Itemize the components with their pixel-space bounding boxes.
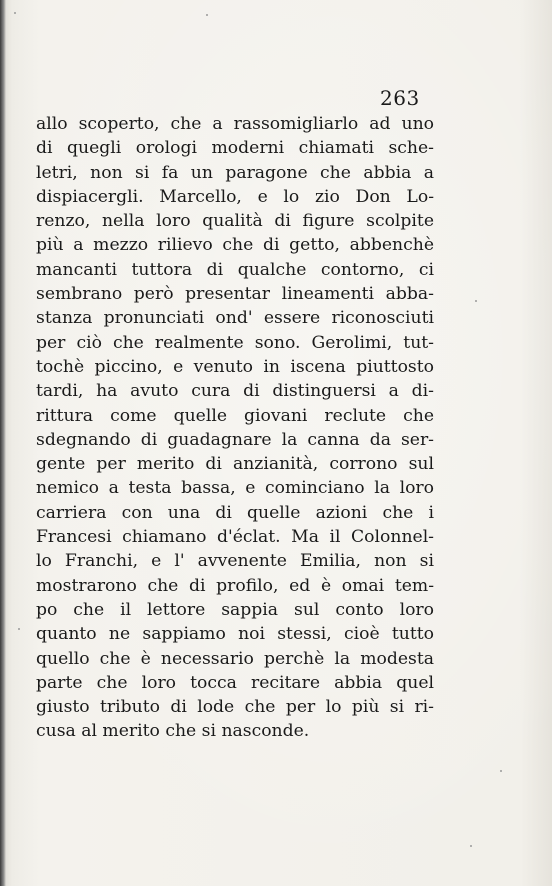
text-line: per ciò che realmente sono. Gerolimi, tut- [36,332,434,353]
paper-speck [18,628,20,630]
text-line: tochè piccino, e venuto in iscena piuttosto [36,356,434,377]
text-line: rittura come quelle giovani reclute che [36,405,434,426]
text-line: quanto ne sappiamo noi stessi, cioè tutto [36,624,434,645]
text-line: renzo, nella loro qualità di figure scolpite [36,211,434,232]
text-line: sdegnando di guadagnare la canna da ser- [36,429,434,450]
text-line: carriera con una di quelle azioni che i [36,502,434,523]
text-line: dispiacergli. Marcello, e lo zio Don Lo- [36,186,434,207]
text-line: letri, non si fa un paragone che abbia a [36,162,434,183]
text-line: di quegli orologi moderni chiamati sche- [36,138,434,159]
body-text [36,112,434,744]
text-line-last: cusa al merito che si nasconde. [36,721,310,742]
paper-speck [470,845,472,847]
page-number: 263 [380,86,420,110]
text-line: quello che è necessario perchè la modesta [36,648,434,669]
text-line: parte che loro tocca recitare abbia quel [36,672,434,693]
text-line: mancanti tuttora di qualche contorno, ci [36,259,434,280]
text-line: allo scoperto, che a rassomigliarlo ad uno [36,114,434,134]
text-line: più a mezzo rilievo che di getto, abbenchè [36,235,434,256]
text-line: po che il lettore sappia sul conto loro [36,599,434,620]
text-line: Francesi chiamano d'éclat. Ma il Colonnel- [36,527,434,548]
text-line: tardi, ha avuto cura di distinguersi a di- [36,381,434,402]
text-line: lo Franchi, e l' avvenente Emilia, non si [36,551,434,572]
paper-speck [475,300,477,302]
text-line: sembrano però presentar lineamenti abba- [36,284,434,305]
paper-speck [206,14,208,16]
text-line: gente per merito di anzianità, corrono sul [36,454,434,475]
text-line: stanza pronunciati ond' essere riconosciuti [36,308,434,329]
paper-speck [14,12,16,14]
paper-speck [500,770,502,772]
text-line: giusto tributo di lode che per lo più si ri- [36,697,434,718]
text-line: mostrarono che di profilo, ed è omai tem- [36,575,434,596]
page-spine-shadow [0,0,6,886]
text-line: nemico a testa bassa, e cominciano la loro [36,478,434,499]
